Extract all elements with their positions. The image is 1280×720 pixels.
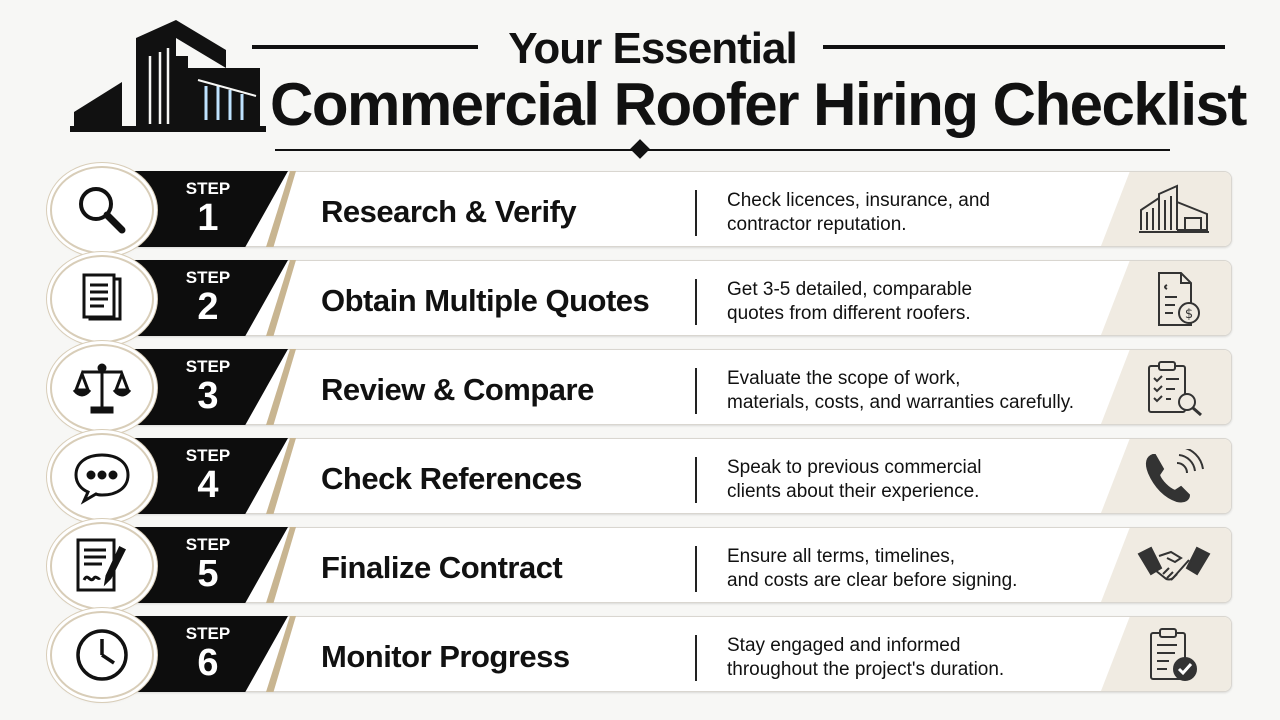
description-line: Stay engaged and informed bbox=[727, 635, 961, 656]
title-rule-left bbox=[252, 45, 478, 49]
step-label: STEP bbox=[185, 446, 231, 465]
step-divider bbox=[695, 635, 697, 681]
handshake-icon bbox=[1137, 538, 1211, 594]
checklist-step-1 bbox=[50, 168, 1232, 248]
step-number: 1 bbox=[197, 197, 219, 239]
scales-icon bbox=[72, 358, 132, 418]
magnifying-glass-icon bbox=[72, 180, 132, 240]
description-line: Ensure all terms, timelines, bbox=[727, 546, 956, 567]
step-label: STEP bbox=[185, 179, 231, 198]
description-line: and costs are clear before signing. bbox=[727, 570, 1018, 591]
page-title-line2: Commercial Roofer Hiring Checklist bbox=[270, 71, 1246, 138]
checklist-step-4 bbox=[50, 435, 1232, 515]
step-description bbox=[727, 278, 1147, 326]
step-divider bbox=[695, 457, 697, 503]
clipboard-search-icon bbox=[1137, 360, 1211, 416]
svg-text:$: $ bbox=[1184, 307, 1194, 322]
step-number: 3 bbox=[197, 375, 219, 417]
step-title: Research & Verify bbox=[321, 194, 577, 229]
step-number: 6 bbox=[197, 642, 219, 684]
contract-pen-icon bbox=[72, 536, 132, 596]
step-label: STEP bbox=[185, 535, 231, 554]
description-line: contractor reputation. bbox=[727, 214, 907, 235]
step-icon-badge bbox=[50, 433, 154, 521]
description-line: quotes from different roofers. bbox=[727, 303, 971, 324]
title-diamond-ornament bbox=[630, 139, 650, 159]
checklist-step-5 bbox=[50, 524, 1232, 604]
step-description bbox=[727, 189, 1147, 237]
description-line: Evaluate the scope of work, bbox=[727, 368, 961, 389]
step-label: STEP bbox=[185, 357, 231, 376]
step-number: 2 bbox=[197, 286, 219, 328]
description-line: materials, costs, and warranties carefully. bbox=[727, 392, 1075, 413]
description-line: Check licences, insurance, and bbox=[727, 190, 990, 211]
checklist-step-3 bbox=[50, 346, 1232, 426]
step-divider bbox=[695, 190, 697, 236]
documents-icon bbox=[72, 269, 132, 329]
step-divider bbox=[695, 368, 697, 414]
step-description bbox=[727, 367, 1147, 415]
checklist-step-6 bbox=[50, 613, 1232, 693]
title-rule-right bbox=[823, 45, 1225, 49]
step-label: STEP bbox=[185, 624, 231, 643]
checklist-step-2 bbox=[50, 257, 1232, 337]
building-icon bbox=[66, 16, 268, 136]
step-icon-badge bbox=[50, 522, 154, 610]
step-title: Monitor Progress bbox=[321, 639, 570, 674]
title-underline bbox=[275, 149, 1170, 151]
step-description bbox=[727, 545, 1147, 593]
description-line: Speak to previous commercial bbox=[727, 457, 982, 478]
chat-bubble-icon bbox=[72, 447, 132, 507]
step-description bbox=[727, 456, 1147, 504]
step-description bbox=[727, 634, 1147, 682]
step-icon-badge bbox=[50, 611, 154, 699]
step-divider bbox=[695, 546, 697, 592]
step-title: Check References bbox=[321, 461, 582, 496]
clock-icon bbox=[72, 625, 132, 685]
description-line: clients about their experience. bbox=[727, 481, 980, 502]
phone-icon bbox=[1137, 449, 1211, 505]
step-number: 4 bbox=[197, 464, 219, 506]
step-label: STEP bbox=[185, 268, 231, 287]
description-line: throughout the project's duration. bbox=[727, 659, 1005, 680]
description-line: Get 3-5 detailed, comparable bbox=[727, 279, 973, 300]
step-icon-badge bbox=[50, 166, 154, 254]
step-icon-badge bbox=[50, 255, 154, 343]
clipboard-check-icon bbox=[1137, 627, 1211, 683]
invoice-dollar-icon bbox=[1137, 271, 1211, 327]
warehouse-icon bbox=[1137, 182, 1211, 238]
step-icon-badge bbox=[50, 344, 154, 432]
step-title: Finalize Contract bbox=[321, 550, 563, 585]
step-divider bbox=[695, 279, 697, 325]
step-title: Obtain Multiple Quotes bbox=[321, 283, 650, 318]
step-number: 5 bbox=[197, 553, 219, 595]
page-title-line1: Your Essential bbox=[508, 24, 797, 73]
step-title: Review & Compare bbox=[321, 372, 594, 407]
